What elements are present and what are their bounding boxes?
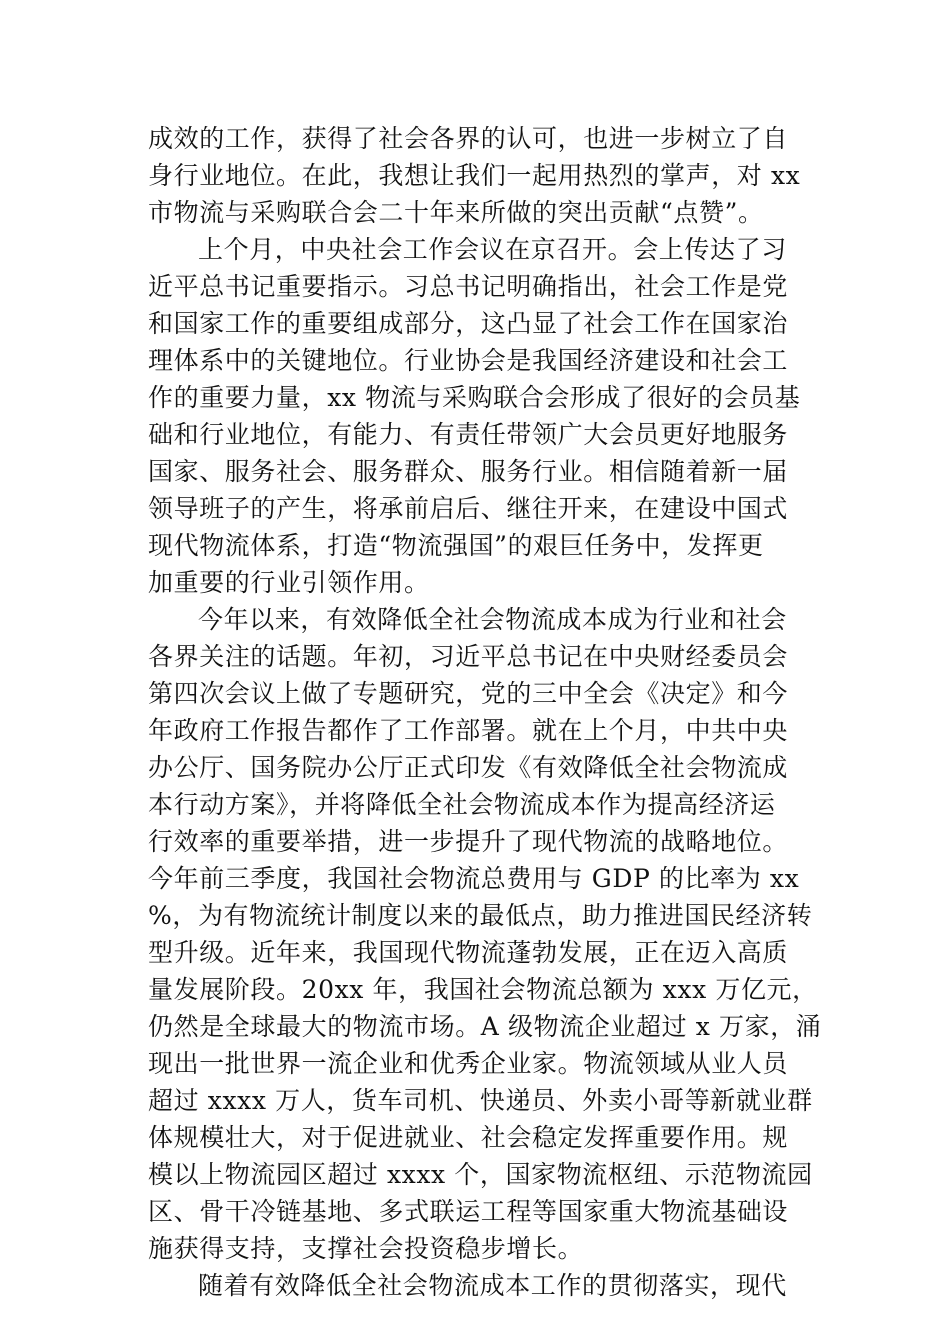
- text-line: 身行业地位。在此，我想让我们一起用热烈的掌声，对 xx: [148, 161, 801, 190]
- text-line: 市物流与采购联合会二十年来所做的突出贡献“点赞”。: [148, 198, 764, 227]
- text-line: 现出一批世界一流企业和优秀企业家。物流领域从业人员: [148, 1049, 789, 1078]
- text-line: 超过 xxxx 万人，货车司机、快递员、外卖小哥等新就业群: [148, 1086, 813, 1115]
- text-line: 成效的工作，获得了社会各界的认可，也进一步树立了自: [148, 124, 789, 153]
- text-line: 量发展阶段。20xx 年，我国社会物流总额为 xxx 万亿元，: [148, 975, 818, 1004]
- text-line: 领导班子的产生，将承前启后、继往开来，在建设中国式: [148, 494, 789, 523]
- text-line: 年政府工作报告都作了工作部署。就在上个月，中共中央: [148, 716, 789, 745]
- paragraph-first-line: 今年以来，有效降低全社会物流成本成为行业和社会: [198, 605, 787, 634]
- text-line: 第四次会议上做了专题研究，党的三中全会《决定》和今: [148, 679, 789, 708]
- paragraph-first-line: 上个月，中央社会工作会议在京召开。会上传达了习: [198, 235, 787, 264]
- text-line: 本行动方案》，并将降低全社会物流成本作为提高经济运: [148, 790, 776, 819]
- text-line: %，为有物流统计制度以来的最低点，助力推进国民经济转: [148, 901, 813, 930]
- text-line: 国家、服务社会、服务群众、服务行业。相信随着新一届: [148, 457, 789, 486]
- text-line: 施获得支持，支撑社会投资稳步增长。: [148, 1234, 584, 1263]
- text-line: 体规模壮大，对于促进就业、社会稳定发挥重要作用。规: [148, 1123, 789, 1152]
- text-line: 今年前三季度，我国社会物流总费用与 GDP 的比率为 xx: [148, 864, 800, 893]
- text-line: 仍然是全球最大的物流市场。A 级物流企业超过 x 万家，涌: [148, 1012, 822, 1041]
- text-line: 型升级。近年来，我国现代物流蓬勃发展，正在迈入高质: [148, 938, 789, 967]
- text-line: 各界关注的话题。年初，习近平总书记在中央财经委员会: [148, 642, 789, 671]
- text-line: 理体系中的关键地位。行业协会是我国经济建设和社会工: [148, 346, 789, 375]
- paragraph-first-line: 随着有效降低全社会物流成本工作的贯彻落实，现代: [198, 1271, 787, 1300]
- text-line: 行效率的重要举措，进一步提升了现代物流的战略地位。: [148, 827, 789, 856]
- text-line: 近平总书记重要指示。习总书记明确指出，社会工作是党: [148, 272, 789, 301]
- text-line: 加重要的行业引领作用。: [148, 568, 430, 597]
- text-line: 和国家工作的重要组成部分，这凸显了社会工作在国家治: [148, 309, 789, 338]
- text-line: 作的重要力量，xx 物流与采购联合会形成了很好的会员基: [148, 383, 801, 412]
- text-line: 模以上物流园区超过 xxxx 个，国家物流枢纽、示范物流园: [148, 1160, 813, 1189]
- document-body: [148, 120, 822, 1304]
- text-line: 础和行业地位，有能力、有责任带领广大会员更好地服务: [148, 420, 789, 449]
- text-line: 区、骨干冷链基地、多式联运工程等国家重大物流基础设: [148, 1197, 789, 1226]
- text-line: 办公厅、国务院办公厅正式印发《有效降低全社会物流成: [148, 753, 789, 782]
- text-line: 现代物流体系，打造“物流强国”的艰巨任务中，发挥更: [148, 531, 764, 560]
